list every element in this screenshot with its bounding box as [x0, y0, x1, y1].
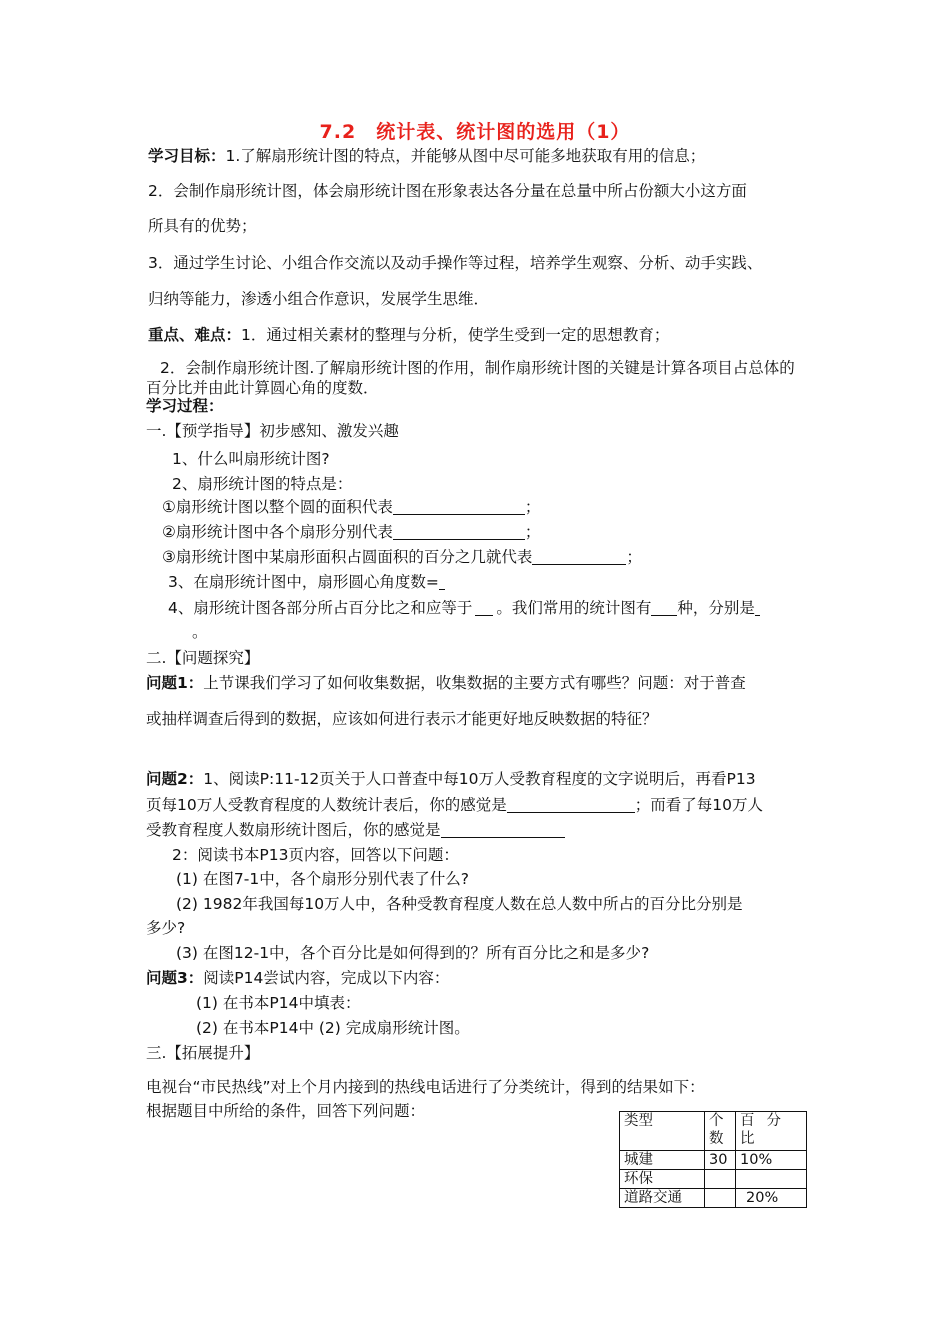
table-row [620, 1151, 807, 1170]
answer-blank[interactable] [755, 599, 760, 616]
problem-3-q1: (1) 在书本P14中填表： [196, 994, 361, 1012]
answer-blank[interactable] [393, 523, 525, 540]
problem-2-line-3: 受教育程度人数扇形统计图后，你的感觉是 [146, 820, 565, 840]
problem-1-line-2: 或抽样调查后得到的数据，应该如何进行表示才能更好地反映数据的特征？ [146, 710, 658, 728]
table-cell [736, 1170, 807, 1189]
section2-heading: 二.【问题探究】 [146, 649, 260, 667]
question-4: 4、扇形统计图各部分所占百分比之和应等于 。我们常用的统计图有 种，分别是 [168, 598, 760, 618]
table-cell: 20% [736, 1189, 807, 1208]
key-point-2: 2．会制作扇形统计图.了解扇形统计图的作用，制作扇形统计图的关键是计算各项目占总体的百分比并由此计算圆心角的度数． [146, 359, 795, 397]
problem-3-line-1: 问题3：阅读P14尝试内容，完成以下内容： [146, 969, 450, 987]
goal-item-2a: 2．会制作扇形统计图，体会扇形统计图在形象表达各分量在总量中所占份额大小这方面 [148, 182, 747, 200]
answer-blank[interactable] [532, 548, 626, 565]
question-4-end: 。 [192, 623, 208, 641]
key-points-label: 重点、难点： [148, 326, 242, 344]
table-cell: 城建 [620, 1151, 705, 1170]
section3-ask: 根据题目中所给的条件，回答下列问题： [146, 1102, 426, 1120]
section1-heading: 一.【预学指导】初步感知、激发兴趣 [146, 422, 399, 440]
characteristic-3: ③扇形统计图中某扇形面积占圆面积的百分之几就代表 ； [162, 548, 642, 566]
goal-item-1: 1.了解扇形统计图的特点，并能够从图中尽可能多地获取有用的信息； [225, 147, 706, 165]
process-heading: 学习过程： [146, 397, 224, 415]
characteristic-2: ②扇形统计图中各个扇形分别代表 ； [162, 523, 541, 541]
answer-blank[interactable] [393, 498, 525, 515]
table-cell: 道路交通 [620, 1189, 705, 1208]
problem-2-line-1: 问题2：1、阅读P:11-12页关于人口普查中每10万人受教育程度的文字说明后，再看P13 [146, 770, 756, 788]
problem-2-q3: (3) 在图12-1中，各个百分比是如何得到的？所有百分比之和是多少? [176, 944, 650, 962]
goals-label: 学习目标： [148, 147, 226, 165]
goal-item-3a: 3．通过学生讨论、小组合作交流以及动手操作等过程，培养学生观察、分析、动手实践、 [148, 254, 763, 272]
problem-2-q2a: (2) 1982年我国每10万人中，各种受教育程度人数在总人数中所占的百分比分别是 [176, 895, 743, 913]
table-header-row [620, 1112, 807, 1151]
table-row [620, 1189, 807, 1208]
header-count: 个数 [705, 1112, 736, 1151]
problem-1-line-1: 问题1：上节课我们学习了如何收集数据，收集数据的主要方式有哪些？问题：对于普查 [146, 674, 746, 692]
table-cell [705, 1170, 736, 1189]
question-3: 3、在扇形统计图中，扇形圆心角度数= [168, 572, 445, 592]
table-cell [705, 1189, 736, 1208]
hotline-stats-table [619, 1111, 807, 1208]
table-row [620, 1170, 807, 1189]
key-points-line-1 [148, 325, 669, 345]
characteristic-1: ①扇形统计图以整个圆的面积代表 ； [162, 498, 541, 516]
problem-2-q1: (1) 在图7-1中，各个扇形分别代表了什么? [176, 870, 469, 888]
answer-blank[interactable] [475, 599, 493, 616]
key-point-1: 1．通过相关素材的整理与分析，使学生受到一定的思想教育； [241, 326, 670, 344]
page-title: 7.2 统计表、统计图的选用（1） [319, 121, 631, 143]
problem-2-q2b: 多少? [146, 919, 186, 937]
section3-intro: 电视台“市民热线”对上个月内接到的热线电话进行了分类统计，得到的结果如下： [146, 1078, 705, 1096]
answer-blank[interactable] [651, 599, 677, 616]
question-1: 1、什么叫扇形统计图? [172, 450, 330, 468]
problem-3-q2: (2) 在书本P14中 (2) 完成扇形统计图。 [196, 1019, 470, 1037]
goal-item-3b: 归纳等能力，渗透小组合作意识，发展学生思维． [148, 290, 490, 308]
answer-blank[interactable] [441, 821, 565, 838]
goal-item-2b: 所具有的优势； [148, 217, 257, 235]
answer-blank[interactable] [507, 796, 635, 813]
problem-2-line-2: 页每10万人受教育程度的人数统计表后，你的感觉是 ；而看了每10万人 [146, 796, 763, 814]
problem-2-sub: 2：阅读书本P13页内容，回答以下问题： [172, 846, 459, 864]
answer-blank[interactable] [439, 573, 445, 590]
section3-heading: 三.【拓展提升】 [146, 1044, 260, 1062]
goals-line-1 [148, 146, 705, 166]
table-cell: 30 [705, 1151, 736, 1170]
question-2: 2、扇形统计图的特点是： [172, 475, 353, 493]
table-cell: 环保 [620, 1170, 705, 1189]
header-type: 类型 [620, 1112, 705, 1151]
table-cell: 10% [736, 1151, 807, 1170]
header-percent: 百分比 [736, 1112, 807, 1151]
